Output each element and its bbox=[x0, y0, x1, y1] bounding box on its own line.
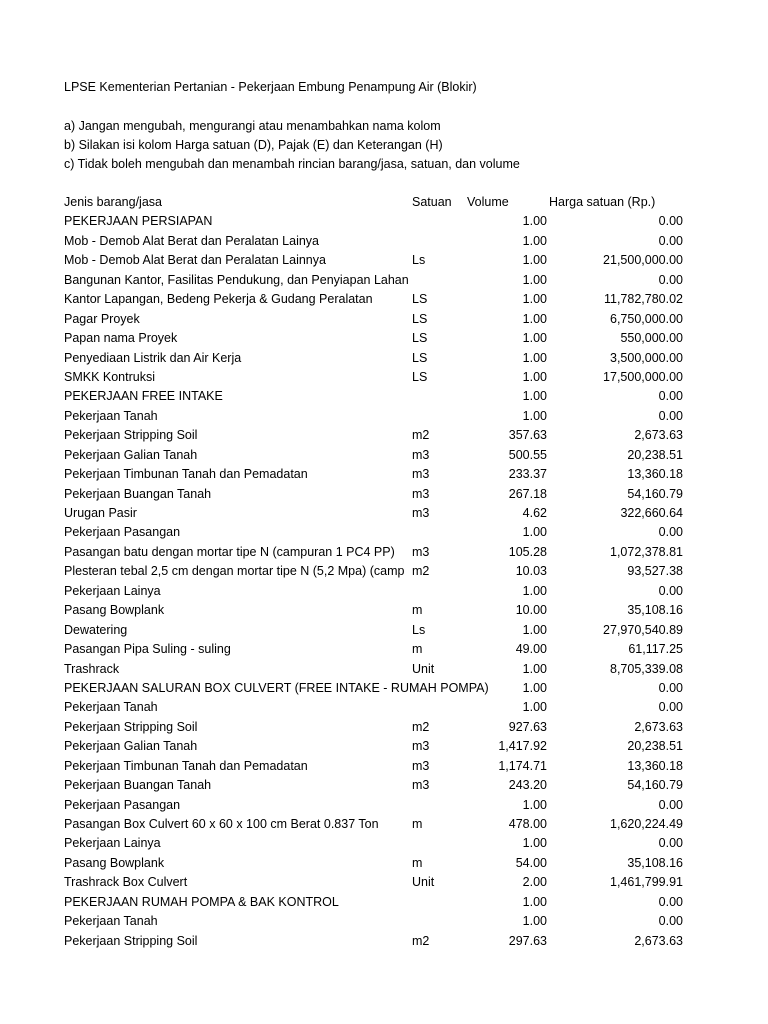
table-row bbox=[0, 699, 768, 718]
cell-unit: m bbox=[412, 642, 423, 657]
cell-price: 2,673.63 bbox=[634, 428, 683, 443]
cell-name: PEKERJAAN SALURAN BOX CULVERT (FREE INTAKE - RUMAH POMPA) bbox=[64, 680, 489, 695]
cell-unit: m3 bbox=[412, 739, 430, 754]
table-row bbox=[0, 797, 768, 816]
cell-price: 61,117.25 bbox=[628, 642, 683, 657]
table-row bbox=[0, 350, 768, 369]
cell-volume: 233.37 bbox=[508, 467, 547, 482]
table-row bbox=[0, 486, 768, 505]
table-row bbox=[0, 641, 768, 660]
cell-volume: 1.00 bbox=[522, 525, 547, 540]
cell-name: PEKERJAAN FREE INTAKE bbox=[64, 389, 223, 404]
cell-volume: 1.00 bbox=[522, 350, 547, 365]
cell-volume: 1.00 bbox=[522, 389, 547, 404]
cell-price: 1,072,378.81 bbox=[610, 544, 683, 559]
cell-price: 0.00 bbox=[658, 894, 683, 909]
cell-price: 0.00 bbox=[658, 797, 683, 812]
table-row bbox=[0, 505, 768, 524]
cell-unit: m2 bbox=[412, 933, 430, 948]
table-row bbox=[0, 816, 768, 835]
cell-price: 0.00 bbox=[658, 214, 683, 229]
cell-unit: LS bbox=[412, 292, 428, 307]
cell-price: 54,160.79 bbox=[627, 486, 683, 501]
cell-price: 3,500,000.00 bbox=[610, 350, 683, 365]
cell-name: Pekerjaan Tanah bbox=[64, 408, 158, 423]
cell-name: Mob - Demob Alat Berat dan Peralatan Lainya bbox=[64, 233, 320, 248]
cell-unit: m3 bbox=[412, 447, 430, 462]
cell-price: 1,461,799.91 bbox=[610, 875, 683, 890]
cell-name: Pekerjaan Stripping Soil bbox=[64, 933, 198, 948]
table-row bbox=[0, 427, 768, 446]
cell-unit: m3 bbox=[412, 467, 430, 482]
cell-name: Pasang Bowplank bbox=[64, 855, 165, 870]
cell-unit: m2 bbox=[412, 564, 430, 579]
cell-volume: 1.00 bbox=[522, 700, 547, 715]
cell-volume: 357.63 bbox=[508, 428, 547, 443]
cell-volume: 1.00 bbox=[522, 369, 547, 384]
column-header-unit: Satuan bbox=[412, 195, 452, 209]
table-row bbox=[0, 563, 768, 582]
table-row bbox=[0, 408, 768, 427]
cell-unit: m3 bbox=[412, 544, 430, 559]
table-row bbox=[0, 835, 768, 854]
cell-unit: Unit bbox=[412, 661, 435, 676]
cell-price: 0.00 bbox=[658, 583, 683, 598]
table-row bbox=[0, 855, 768, 874]
cell-name: Pasangan Box Culvert 60 x 60 x 100 cm Berat 0.837 Ton bbox=[64, 817, 379, 831]
cell-unit: m3 bbox=[412, 486, 430, 501]
cell-volume: 1.00 bbox=[522, 253, 547, 268]
cell-price: 1,620,224.49 bbox=[610, 817, 683, 831]
cell-name: Pekerjaan Galian Tanah bbox=[64, 739, 198, 754]
table-row bbox=[0, 311, 768, 330]
cell-name: Papan nama Proyek bbox=[64, 331, 178, 346]
table-row bbox=[0, 933, 768, 952]
cell-volume: 54.00 bbox=[515, 855, 547, 870]
cell-volume: 4.62 bbox=[522, 506, 547, 520]
cell-volume: 1.00 bbox=[522, 583, 547, 598]
cell-price: 0.00 bbox=[658, 389, 683, 404]
cell-volume: 1.00 bbox=[522, 894, 547, 909]
cell-unit: m bbox=[412, 855, 423, 870]
cell-volume: 1.00 bbox=[522, 331, 547, 346]
cell-name: Plesteran tebal 2,5 cm dengan mortar tipe N (5,2 Mpa) (camp bbox=[64, 564, 405, 579]
document-title: LPSE Kementerian Pertanian - Pekerjaan Embung Penampung Air (Blokir) bbox=[64, 80, 477, 94]
cell-name: Trashrack bbox=[64, 661, 120, 676]
cell-name: PEKERJAAN PERSIAPAN bbox=[64, 214, 213, 229]
cell-volume: 1,174.71 bbox=[498, 758, 547, 773]
cell-name: Penyediaan Listrik dan Air Kerja bbox=[64, 350, 242, 365]
cell-name: Pekerjaan Stripping Soil bbox=[64, 719, 198, 734]
table-row bbox=[0, 894, 768, 913]
cell-name: Pekerjaan Tanah bbox=[64, 700, 158, 715]
cell-price: 27,970,540.89 bbox=[603, 622, 683, 637]
cell-volume: 267.18 bbox=[508, 486, 547, 501]
cell-price: 550,000.00 bbox=[620, 331, 683, 346]
cell-name: Mob - Demob Alat Berat dan Peralatan Lainnya bbox=[64, 253, 326, 268]
instruction-note-a: a) Jangan mengubah, mengurangi atau menambahkan nama kolom bbox=[64, 119, 441, 133]
table-row bbox=[0, 622, 768, 641]
cell-unit: m bbox=[412, 603, 423, 618]
table-row bbox=[0, 913, 768, 932]
cell-volume: 49.00 bbox=[515, 642, 547, 657]
cell-name: Urugan Pasir bbox=[64, 506, 137, 520]
cell-name: Pekerjaan Buangan Tanah bbox=[64, 486, 212, 501]
cell-name: Pekerjaan Timbunan Tanah dan Pemadatan bbox=[64, 758, 308, 773]
cell-volume: 1.00 bbox=[522, 233, 547, 248]
cell-unit: m3 bbox=[412, 758, 430, 773]
cell-volume: 2.00 bbox=[522, 875, 547, 890]
table-row bbox=[0, 544, 768, 563]
cell-price: 0.00 bbox=[658, 914, 683, 929]
table-row bbox=[0, 758, 768, 777]
table-row bbox=[0, 680, 768, 699]
table-row bbox=[0, 719, 768, 738]
table-body bbox=[0, 213, 768, 952]
cell-volume: 1.00 bbox=[522, 214, 547, 229]
cell-price: 8,705,339.08 bbox=[610, 661, 683, 676]
table-row bbox=[0, 466, 768, 485]
cell-name: Pasangan batu dengan mortar tipe N (campuran 1 PC4 PP) bbox=[64, 544, 395, 559]
table-row bbox=[0, 291, 768, 310]
cell-name: Pekerjaan Buangan Tanah bbox=[64, 778, 212, 793]
cell-volume: 1.00 bbox=[522, 622, 547, 637]
cell-unit: LS bbox=[412, 311, 428, 326]
table-row bbox=[0, 330, 768, 349]
cell-volume: 1.00 bbox=[522, 311, 547, 326]
instruction-note-b: b) Silakan isi kolom Harga satuan (D), Pajak (E) dan Keterangan (H) bbox=[64, 138, 443, 152]
cell-name: Pekerjaan Pasangan bbox=[64, 797, 181, 812]
cell-price: 0.00 bbox=[658, 233, 683, 248]
cell-price: 13,360.18 bbox=[627, 467, 683, 482]
table-row bbox=[0, 272, 768, 291]
cell-unit: Ls bbox=[412, 253, 426, 268]
cell-price: 2,673.63 bbox=[634, 933, 683, 948]
cell-name: Pekerjaan Lainya bbox=[64, 583, 161, 598]
table-row bbox=[0, 661, 768, 680]
cell-price: 35,108.16 bbox=[627, 855, 683, 870]
cell-unit: LS bbox=[412, 369, 428, 384]
cell-price: 20,238.51 bbox=[627, 739, 683, 754]
table-row bbox=[0, 583, 768, 602]
table-row bbox=[0, 252, 768, 271]
cell-unit: LS bbox=[412, 350, 428, 365]
cell-volume: 1.00 bbox=[522, 661, 547, 676]
cell-price: 2,673.63 bbox=[634, 719, 683, 734]
table-row bbox=[0, 777, 768, 796]
cell-unit: Unit bbox=[412, 875, 435, 890]
cell-volume: 1.00 bbox=[522, 914, 547, 929]
table-row bbox=[0, 738, 768, 757]
cell-name: PEKERJAAN RUMAH POMPA & BAK KONTROL bbox=[64, 894, 339, 909]
cell-volume: 1.00 bbox=[522, 680, 547, 695]
cell-name: Pekerjaan Pasangan bbox=[64, 525, 181, 540]
cell-price: 0.00 bbox=[658, 525, 683, 540]
cell-unit: m3 bbox=[412, 506, 430, 520]
cell-volume: 105.28 bbox=[508, 544, 547, 559]
cell-price: 11,782,780.02 bbox=[603, 292, 683, 307]
cell-volume: 297.63 bbox=[508, 933, 547, 948]
cell-unit: m bbox=[412, 817, 423, 831]
cell-name: Pagar Proyek bbox=[64, 311, 140, 326]
cell-volume: 1.00 bbox=[522, 836, 547, 851]
cell-volume: 243.20 bbox=[508, 778, 547, 793]
cell-unit: m3 bbox=[412, 778, 430, 793]
table-row bbox=[0, 524, 768, 543]
items-table bbox=[0, 194, 768, 952]
column-header-name: Jenis barang/jasa bbox=[64, 195, 162, 209]
cell-price: 0.00 bbox=[658, 272, 683, 287]
table-row bbox=[0, 233, 768, 252]
cell-name: Bangunan Kantor, Fasilitas Pendukung, dan Penyiapan Lahan bbox=[64, 272, 409, 287]
cell-name: Pekerjaan Tanah bbox=[64, 914, 158, 929]
table-row bbox=[0, 874, 768, 893]
table-row bbox=[0, 369, 768, 388]
cell-name: Trashrack Box Culvert bbox=[64, 875, 188, 890]
cell-name: SMKK Kontruksi bbox=[64, 369, 156, 384]
cell-name: Pekerjaan Timbunan Tanah dan Pemadatan bbox=[64, 467, 308, 482]
cell-name: Pasangan Pipa Suling - suling bbox=[64, 642, 231, 657]
cell-price: 0.00 bbox=[658, 680, 683, 695]
cell-price: 322,660.64 bbox=[620, 506, 683, 520]
cell-unit: LS bbox=[412, 331, 428, 346]
cell-volume: 1.00 bbox=[522, 797, 547, 812]
cell-price: 0.00 bbox=[658, 700, 683, 715]
cell-unit: m2 bbox=[412, 719, 430, 734]
table-header-row bbox=[0, 194, 768, 213]
cell-price: 93,527.38 bbox=[627, 564, 683, 579]
column-header-price: Harga satuan (Rp.) bbox=[549, 195, 656, 209]
table-row bbox=[0, 447, 768, 466]
cell-price: 54,160.79 bbox=[627, 778, 683, 793]
cell-name: Pekerjaan Lainya bbox=[64, 836, 161, 851]
cell-name: Pasang Bowplank bbox=[64, 603, 165, 618]
cell-volume: 478.00 bbox=[508, 817, 547, 831]
cell-unit: Ls bbox=[412, 622, 426, 637]
cell-volume: 1.00 bbox=[522, 408, 547, 423]
column-header-volume: Volume bbox=[467, 195, 509, 209]
table-row bbox=[0, 388, 768, 407]
cell-volume: 1.00 bbox=[522, 292, 547, 307]
cell-volume: 10.00 bbox=[515, 603, 547, 618]
cell-price: 21,500,000.00 bbox=[603, 253, 683, 268]
cell-price: 6,750,000.00 bbox=[610, 311, 683, 326]
cell-volume: 927.63 bbox=[508, 719, 547, 734]
cell-name: Kantor Lapangan, Bedeng Pekerja & Gudang Peralatan bbox=[64, 292, 373, 307]
cell-unit: m2 bbox=[412, 428, 430, 443]
cell-price: 17,500,000.00 bbox=[603, 369, 683, 384]
cell-price: 35,108.16 bbox=[627, 603, 683, 618]
cell-price: 13,360.18 bbox=[627, 758, 683, 773]
cell-volume: 1,417.92 bbox=[498, 739, 547, 754]
cell-volume: 500.55 bbox=[508, 447, 547, 462]
cell-name: Pekerjaan Galian Tanah bbox=[64, 447, 198, 462]
cell-price: 0.00 bbox=[658, 408, 683, 423]
instruction-note-c: c) Tidak boleh mengubah dan menambah rincian barang/jasa, satuan, dan volume bbox=[64, 157, 520, 171]
cell-name: Pekerjaan Stripping Soil bbox=[64, 428, 198, 443]
cell-price: 0.00 bbox=[658, 836, 683, 851]
table-row bbox=[0, 213, 768, 232]
table-row bbox=[0, 602, 768, 621]
cell-volume: 1.00 bbox=[522, 272, 547, 287]
cell-volume: 10.03 bbox=[515, 564, 547, 579]
cell-price: 20,238.51 bbox=[627, 447, 683, 462]
cell-name: Dewatering bbox=[64, 622, 128, 637]
